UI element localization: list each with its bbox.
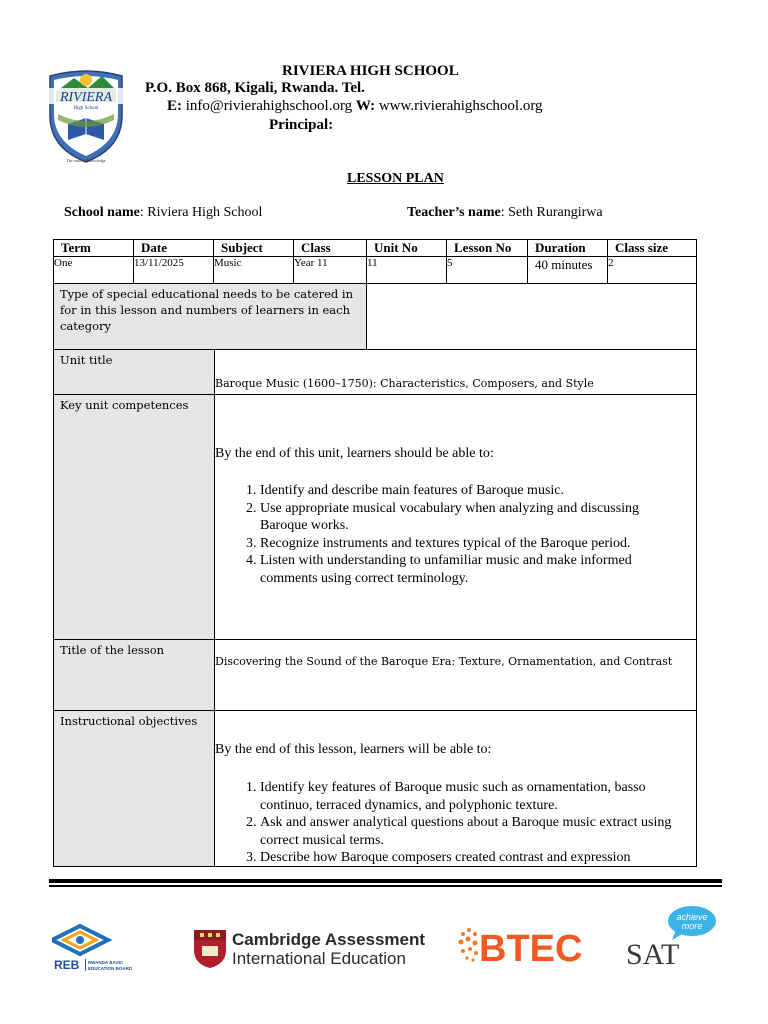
document-title: LESSON PLAN [347,171,444,186]
competence-item: 1. Identify and describe main features of Baroque music. [260,482,680,500]
objectives-intro: By the end of this lesson, learners will be able to: [215,742,492,757]
objective-item: 3. Describe how Baroque composers created contrast and expression [260,849,680,867]
svg-text:REB: REB [54,958,80,972]
lesson-title-value: Discovering the Sound of the Baroque Era: Texture, Ornamentation, and Contrast [215,655,673,668]
unit-title-value: Baroque Music (1600–1750): Characteristics, Composers, and Style [215,377,594,390]
principal-label: Principal: [269,117,334,133]
svg-text:Cambridge Assessment: Cambridge Assessment [232,930,426,949]
sat-logo [622,904,746,972]
objectives-label: Instructional objectives [53,710,215,867]
svg-text:High School: High School [73,106,99,111]
special-needs-value [366,283,697,350]
value-unit-no: 11 [366,256,447,284]
header-duration: Duration [527,239,608,257]
value-class-size: 2 [607,256,697,284]
value-lesson-no: 5 [446,256,528,284]
header-term: Term [53,239,134,257]
special-needs-label: Type of special educational needs to be catered in for in this lesson and numbers of learners in each category [53,283,367,350]
cambridge-logo [192,926,437,970]
teacher-name-label: Teacher’s name [407,205,501,220]
header-lesson-no: Lesson No [446,239,528,257]
school-name-value: : Riviera High School [139,205,263,220]
svg-text:International Education: International Education [232,949,406,968]
btec-logo [455,922,590,968]
objective-item: 1. Identify key features of Baroque music such as ornamentation, basso continuo, terraced dynamics, and polyphonic texture. [260,779,680,814]
website-label: W: [355,98,376,114]
competence-item: 4. Listen with understanding to unfamiliar music and make informed comments using correct terminology. [260,552,680,587]
competence-item: 3. Recognize instruments and textures typical of the Baroque period. [260,535,680,553]
objectives-list [215,779,680,867]
svg-text:achieve: achieve [676,912,708,922]
header-date: Date [133,239,214,257]
email-label: E: [167,98,182,114]
school-email: info@rivierahighschool.org [185,98,353,114]
school-crest-logo [44,68,128,164]
svg-text:RIVIERA: RIVIERA [59,90,113,105]
svg-text:BTEC: BTEC [479,928,583,968]
key-competences-intro: By the end of this unit, learners should be able to: [215,446,494,461]
key-competences-label: Key unit competences [53,394,215,640]
header-subject: Subject [213,239,294,257]
svg-text:RWANDA BASIC: RWANDA BASIC [88,960,124,965]
header-class-size: Class size [607,239,697,257]
value-date: 13/11/2025 [133,256,214,284]
svg-text:The oasis of Knowledge: The oasis of Knowledge [66,158,106,163]
key-competences-list [215,482,680,587]
footer-divider-thick [49,879,722,883]
footer-divider-thin [49,885,722,887]
lesson-plan-table [53,239,697,867]
teacher-name-value: : Seth Rurangirwa [500,205,603,220]
svg-text:SAT: SAT [626,938,680,971]
unit-title-cell [214,349,697,395]
unit-title-label: Unit title [53,349,215,395]
school-address: P.O. Box 868, Kigali, Rwanda. Tel. [145,80,365,96]
objective-item: 2. Ask and answer analytical questions about a Baroque music extract using correct musical terms. [260,814,680,849]
value-class: Year 11 [293,256,367,284]
key-competences-cell [214,394,697,640]
teacher-name-line [407,205,603,221]
school-title: RIVIERA HIGH SCHOOL [282,63,459,79]
competence-item: 2. Use appropriate musical vocabulary when analyzing and discussing Baroque works. [260,500,680,535]
value-subject: Music [213,256,294,284]
school-website: www.rivierahighschool.org [378,98,543,114]
objectives-cell [214,710,697,867]
svg-text:more: more [681,921,703,931]
school-name-label: School name [64,205,140,220]
svg-text:EDUCATION BOARD: EDUCATION BOARD [88,966,133,971]
value-duration: 40 minutes [527,256,608,284]
lesson-title-label: Title of the lesson [53,639,215,711]
lesson-title-cell [214,639,697,711]
header-unit-no: Unit No [366,239,447,257]
school-contacts [167,98,543,115]
header-class: Class [293,239,367,257]
value-term: One [53,256,134,284]
school-name-line [64,205,262,221]
reb-logo [52,918,164,974]
